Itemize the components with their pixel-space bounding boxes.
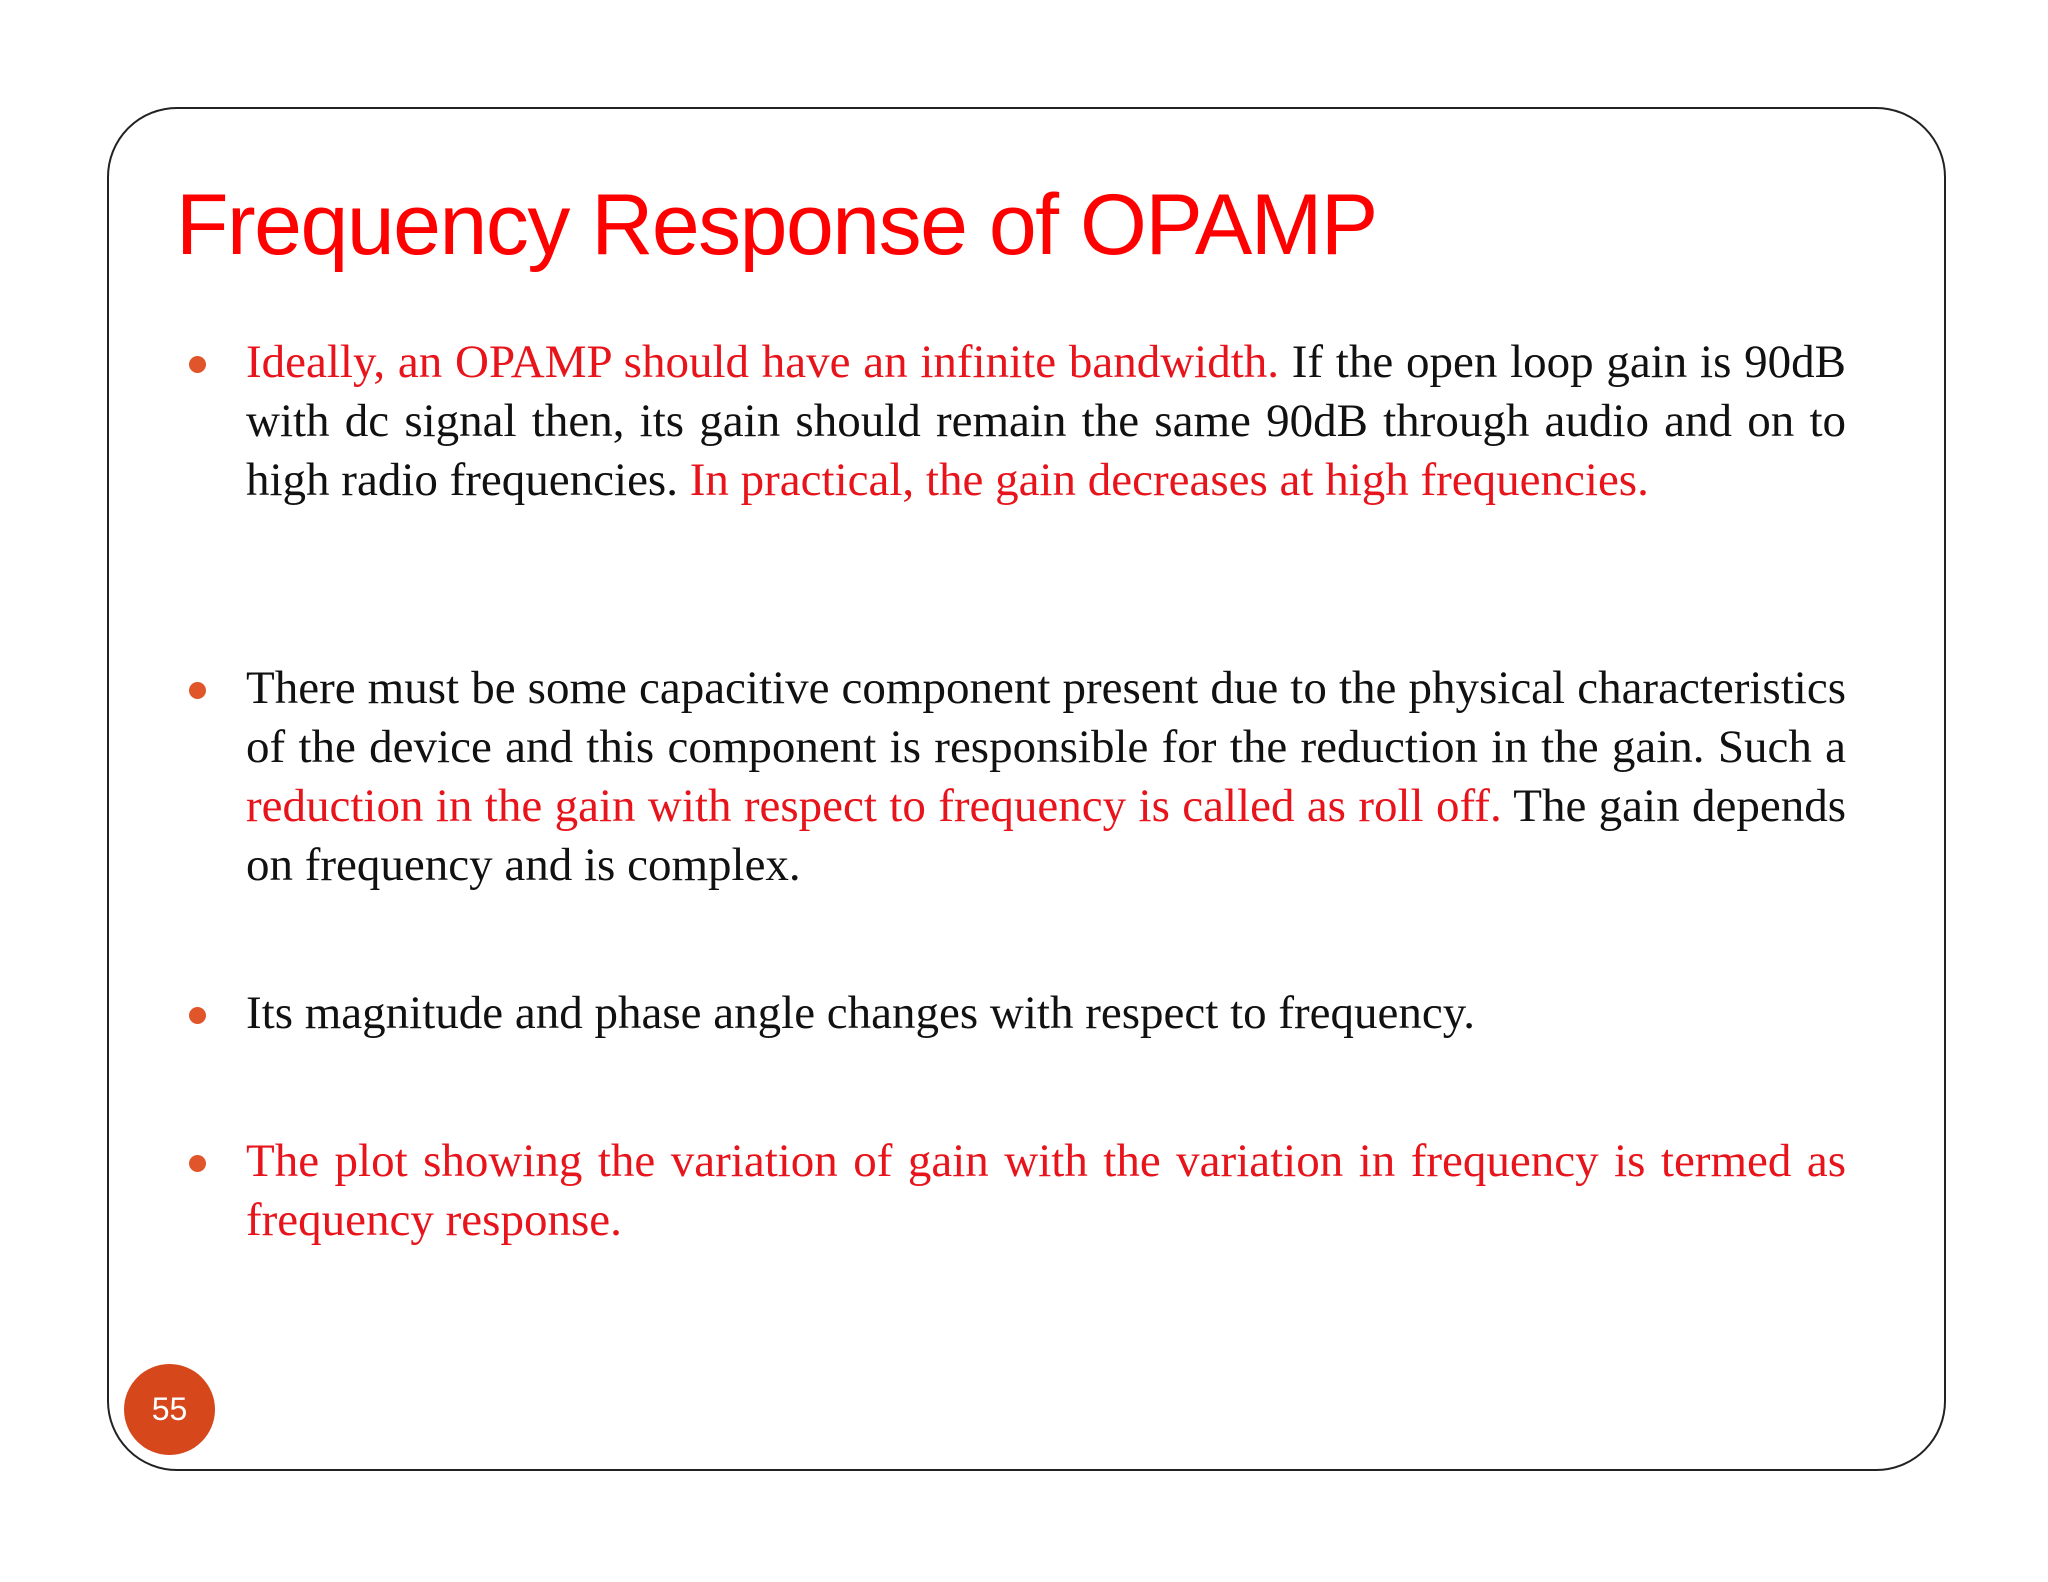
bullet-item-magnitude <box>246 984 1846 1043</box>
bullet-text-segment: In practical, the gain decreases at high frequencies. <box>689 454 1649 506</box>
slide-title: Frequency Response of OPAMP <box>176 177 1377 273</box>
bullet-item-bandwidth <box>246 333 1846 510</box>
bullet-dot-icon <box>189 682 206 699</box>
bullet-text-segment: If the open loop gain is 90dB with dc signal then, its gain should remain the same 90dB through audio and on to high radio frequencies. <box>246 336 1846 506</box>
bullet-text-segment: The plot showing the variation of gain with the variation in frequency is termed as frequency response. <box>246 1135 1846 1246</box>
bullet-text-segment: Ideally, an OPAMP should have an infinite bandwidth. <box>246 336 1280 388</box>
bullet-text-segment: reduction in the gain with respect to frequency is called as roll off. <box>246 780 1502 832</box>
bullet-dot-icon <box>189 1007 206 1024</box>
bullet-item-frequency-response <box>246 1132 1846 1250</box>
bullet-dot-icon <box>189 1155 206 1172</box>
bullet-text-segment: The gain depends on frequency and is complex. <box>246 780 1846 891</box>
bullet-dot-icon <box>189 356 206 373</box>
bullet-item-capacitive <box>246 659 1846 895</box>
page-number-badge: 55 <box>124 1364 215 1455</box>
bullet-text-segment: There must be some capacitive component present due to the physical characteristics of the device and this component is responsible for the reduction in the gain. Such a <box>246 662 1846 773</box>
bullet-text-segment: Its magnitude and phase angle changes with respect to frequency. <box>246 987 1475 1039</box>
